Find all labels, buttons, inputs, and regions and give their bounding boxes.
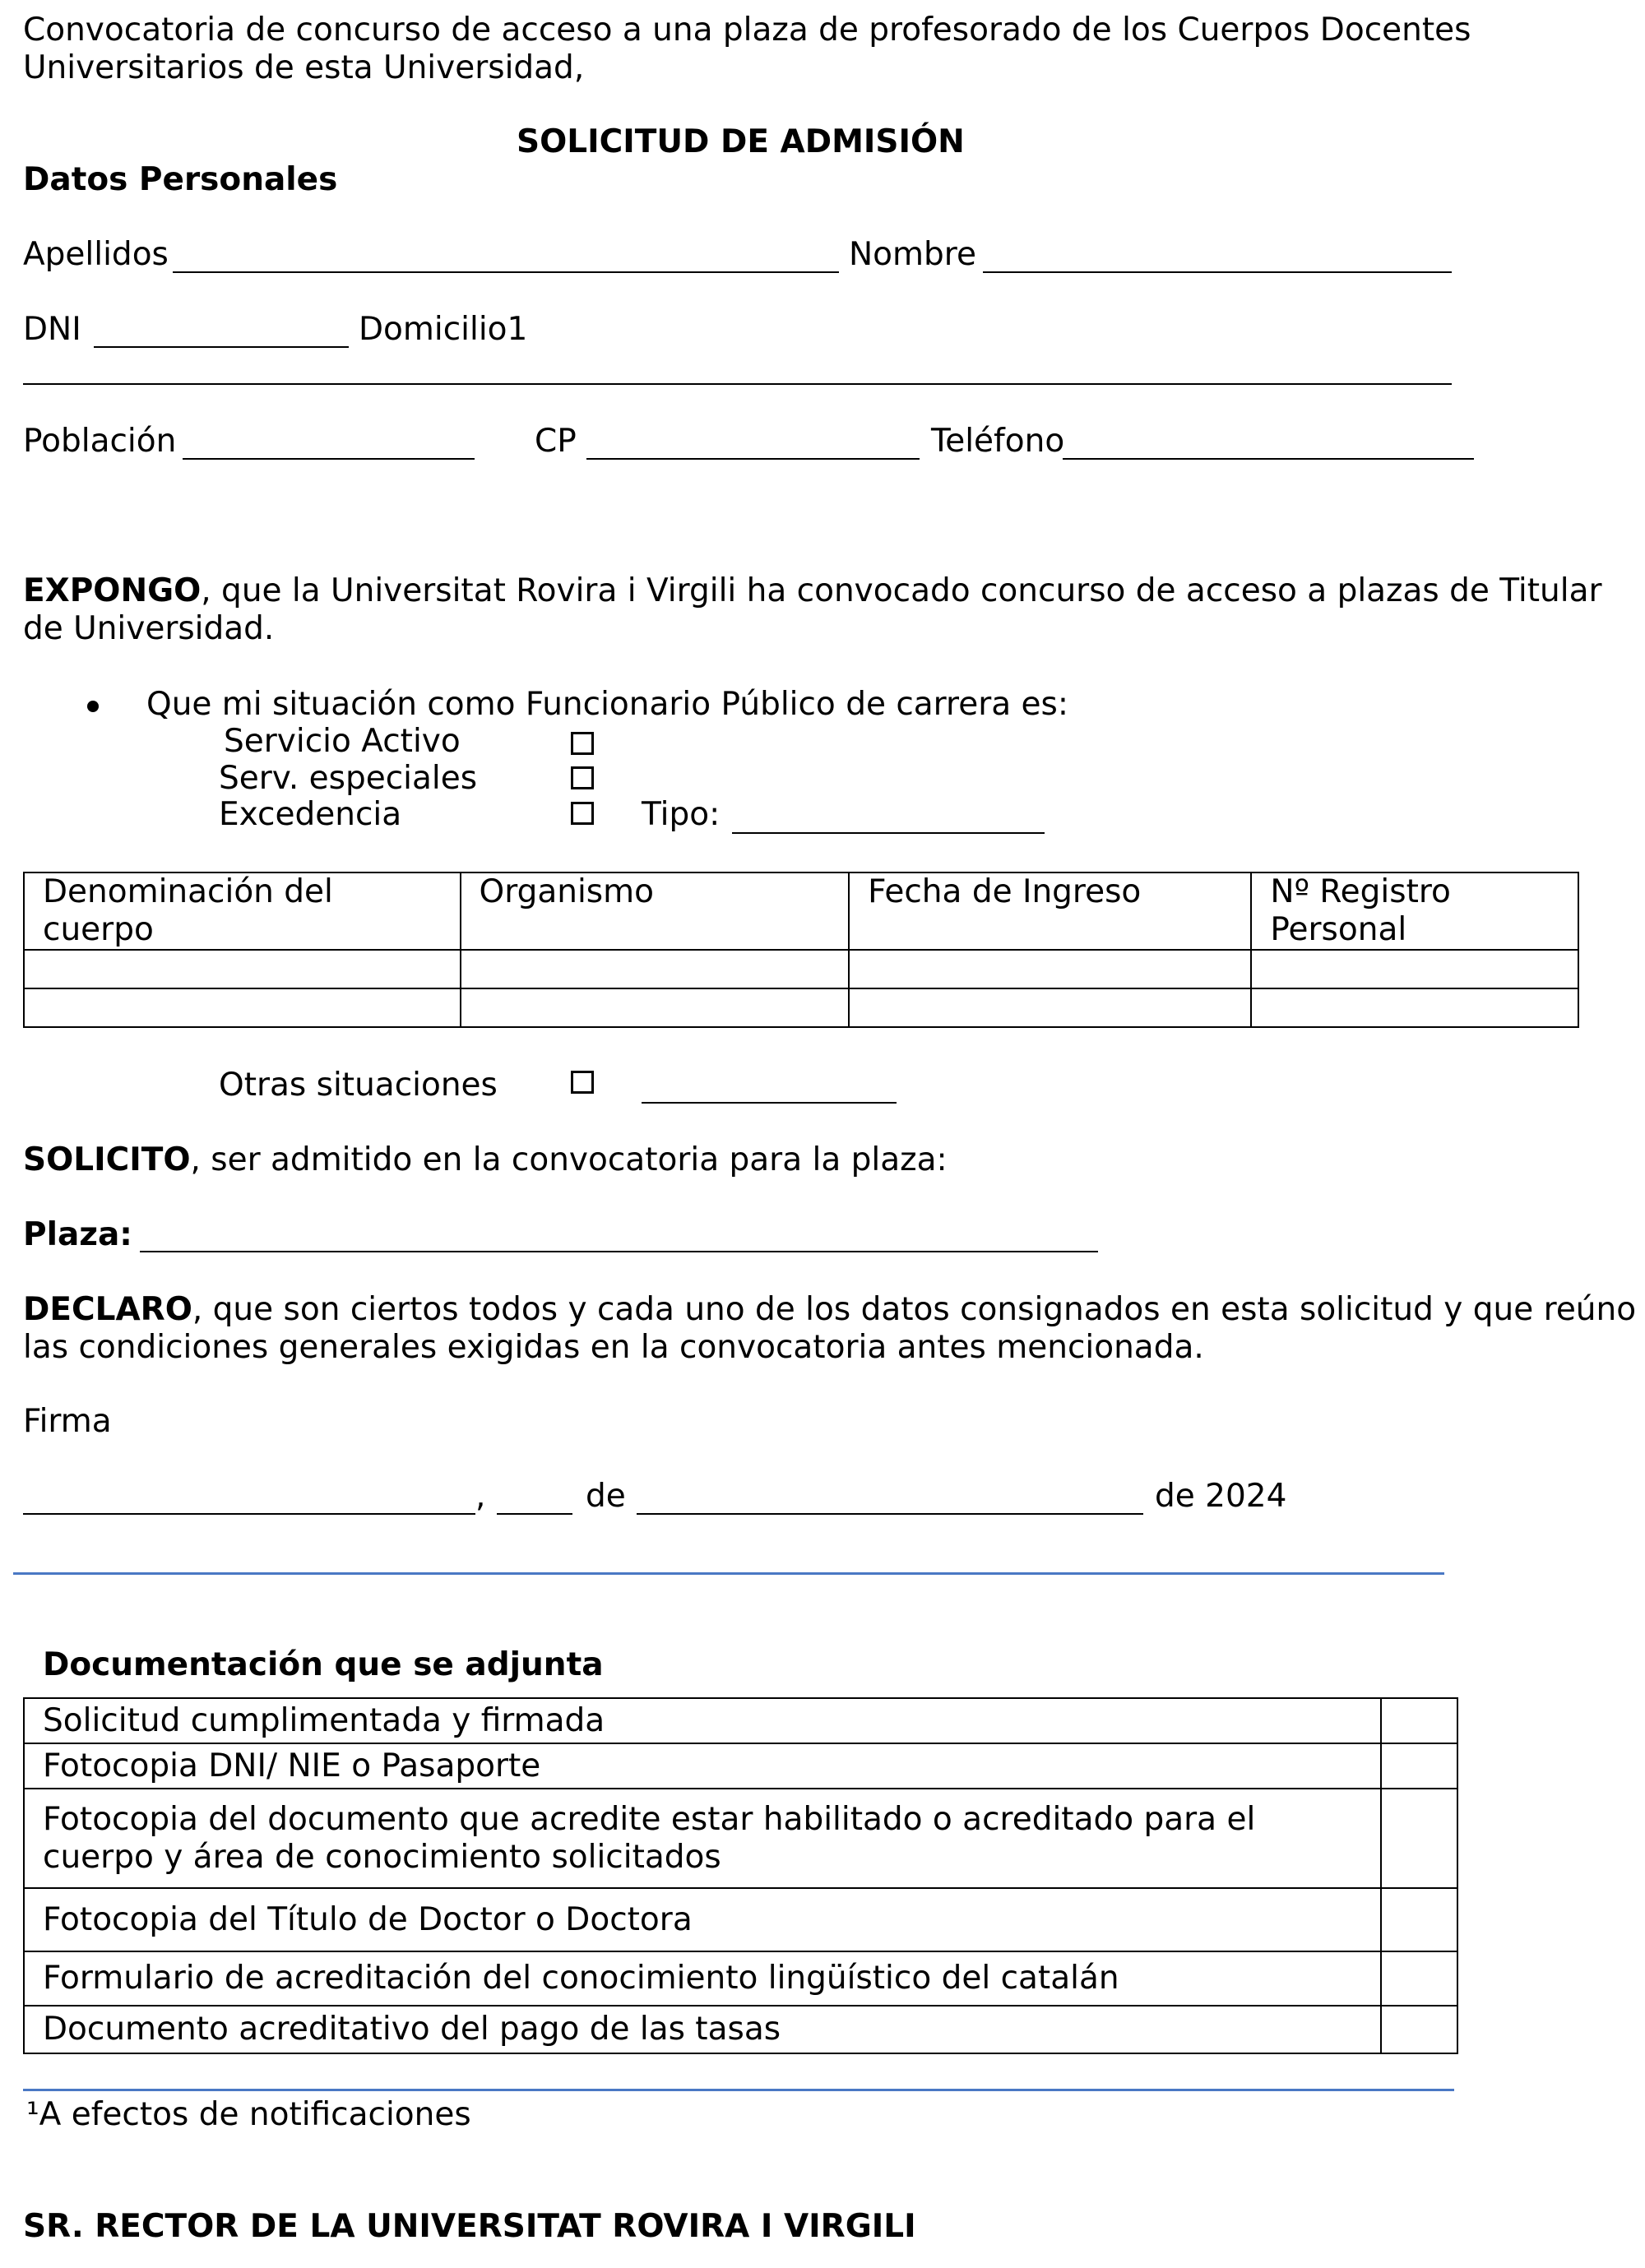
poblacion-field[interactable] bbox=[183, 458, 475, 460]
personal-heading: Datos Personales bbox=[23, 161, 338, 198]
declaro-text: , que son ciertos todos y cada uno de los datos consignados en esta solicitud y que reúno las condiciones generales exigidas en la convocatoria antes mencionada. bbox=[23, 1291, 1637, 1366]
solicito-keyword: SOLICITO bbox=[23, 1141, 191, 1178]
doc-check-cell[interactable] bbox=[1381, 1743, 1457, 1789]
table-cell[interactable] bbox=[461, 988, 850, 1027]
table-row bbox=[24, 1789, 1457, 1888]
table-row bbox=[24, 1698, 1457, 1743]
solicito-paragraph bbox=[23, 1141, 948, 1179]
declaro-keyword: DECLARO bbox=[23, 1291, 192, 1328]
option-serv-especiales: Serv. especiales bbox=[219, 760, 478, 797]
telefono-label: Teléfono bbox=[931, 423, 1065, 460]
date-de-year: de 2024 bbox=[1155, 1478, 1287, 1515]
otras-situaciones-label: Otras situaciones bbox=[219, 1067, 498, 1104]
option-excedencia: Excedencia bbox=[219, 796, 402, 833]
situation-intro: Que mi situación como Funcionario Público de carrera es: bbox=[146, 686, 1068, 723]
telefono-field[interactable] bbox=[1063, 458, 1474, 460]
declaro-paragraph bbox=[23, 1291, 1639, 1367]
bullet-icon bbox=[87, 701, 99, 712]
dni-field[interactable] bbox=[94, 346, 349, 348]
apellidos-field[interactable] bbox=[173, 271, 839, 273]
plaza-field[interactable] bbox=[140, 1251, 1098, 1252]
cp-label: CP bbox=[535, 423, 577, 460]
doc-item: Fotocopia DNI/ NIE o Pasaporte bbox=[24, 1743, 1381, 1789]
doc-item: Formulario de acreditación del conocimiento lingüístico del catalán bbox=[24, 1951, 1381, 2006]
date-comma: , bbox=[475, 1478, 486, 1515]
nombre-field[interactable] bbox=[983, 271, 1452, 273]
col-fecha-ingreso: Fecha de Ingreso bbox=[849, 872, 1251, 950]
domicilio-label: Domicilio1 bbox=[359, 311, 528, 348]
checkbox-servicio-activo[interactable] bbox=[571, 732, 594, 755]
table-row bbox=[24, 1951, 1457, 2006]
intro-text: Convocatoria de concurso de acceso a una plaza de profesorado de los Cuerpos Docentes Universitarios de esta Universidad, bbox=[23, 12, 1471, 86]
footnote: ¹A efectos de notificaciones bbox=[26, 2096, 471, 2133]
col-denominacion: Denominación del cuerpo bbox=[24, 872, 461, 950]
date-de-1: de bbox=[586, 1478, 626, 1515]
doc-check-cell[interactable] bbox=[1381, 1789, 1457, 1888]
doc-check-cell[interactable] bbox=[1381, 2006, 1457, 2053]
dni-label: DNI bbox=[23, 311, 81, 348]
expongo-paragraph bbox=[23, 572, 1635, 648]
doc-check-cell[interactable] bbox=[1381, 1888, 1457, 1951]
doc-item: Fotocopia del documento que acredite estar habilitado o acreditado para el cuerpo y área de conocimiento solicitados bbox=[24, 1789, 1381, 1888]
doc-item: Solicitud cumplimentada y firmada bbox=[24, 1698, 1381, 1743]
docs-heading: Documentación que se adjunta bbox=[43, 1646, 604, 1683]
addressee: SR. RECTOR DE LA UNIVERSITAT ROVIRA I VIRGILI bbox=[23, 2208, 916, 2245]
table-cell[interactable] bbox=[1251, 988, 1578, 1027]
solicito-text: , ser admitido en la convocatoria para la plaza: bbox=[190, 1141, 948, 1178]
footnote-rule bbox=[23, 2089, 1454, 2091]
option-servicio-activo: Servicio Activo bbox=[224, 723, 461, 760]
expongo-text: , que la Universitat Rovira i Virgili ha convocado concurso de acceso a plazas de Titular de Universidad. bbox=[23, 572, 1602, 647]
table-row bbox=[24, 1743, 1457, 1789]
firma-label: Firma bbox=[23, 1403, 112, 1440]
doc-item: Fotocopia del Título de Doctor o Doctora bbox=[24, 1888, 1381, 1951]
otras-situaciones-field[interactable] bbox=[642, 1102, 897, 1104]
day-field[interactable] bbox=[497, 1513, 572, 1515]
domicilio-field[interactable] bbox=[23, 383, 1452, 385]
checkbox-otras-situaciones[interactable] bbox=[571, 1071, 594, 1094]
table-cell[interactable] bbox=[461, 950, 850, 988]
table-row bbox=[24, 2006, 1457, 2053]
apellidos-label: Apellidos bbox=[23, 236, 169, 273]
cp-field[interactable] bbox=[586, 458, 920, 460]
checkbox-serv-especiales[interactable] bbox=[571, 766, 594, 789]
month-field[interactable] bbox=[637, 1513, 1143, 1515]
table-row bbox=[24, 1888, 1457, 1951]
tipo-label: Tipo: bbox=[642, 796, 721, 833]
table-row bbox=[24, 988, 1578, 1027]
checkbox-excedencia[interactable] bbox=[571, 802, 594, 825]
table-cell[interactable] bbox=[1251, 950, 1578, 988]
col-registro-personal: Nº Registro Personal bbox=[1251, 872, 1578, 950]
doc-check-cell[interactable] bbox=[1381, 1698, 1457, 1743]
career-table bbox=[23, 872, 1579, 1028]
table-cell[interactable] bbox=[24, 950, 461, 988]
poblacion-label: Población bbox=[23, 423, 177, 460]
col-organismo: Organismo bbox=[461, 872, 850, 950]
place-field[interactable] bbox=[23, 1513, 475, 1515]
table-cell[interactable] bbox=[849, 988, 1251, 1027]
expongo-keyword: EXPONGO bbox=[23, 572, 202, 609]
doc-check-cell[interactable] bbox=[1381, 1951, 1457, 2006]
table-row bbox=[24, 950, 1578, 988]
career-table-header-row bbox=[24, 872, 1578, 950]
table-cell[interactable] bbox=[849, 950, 1251, 988]
table-cell[interactable] bbox=[24, 988, 461, 1027]
docs-table bbox=[23, 1697, 1458, 2054]
doc-item: Documento acreditativo del pago de las tasas bbox=[24, 2006, 1381, 2053]
plaza-label: Plaza: bbox=[23, 1216, 132, 1253]
tipo-field[interactable] bbox=[732, 832, 1045, 834]
form-title: SOLICITUD DE ADMISIÓN bbox=[517, 123, 965, 160]
separator-rule bbox=[13, 1572, 1444, 1575]
nombre-label: Nombre bbox=[849, 236, 976, 273]
